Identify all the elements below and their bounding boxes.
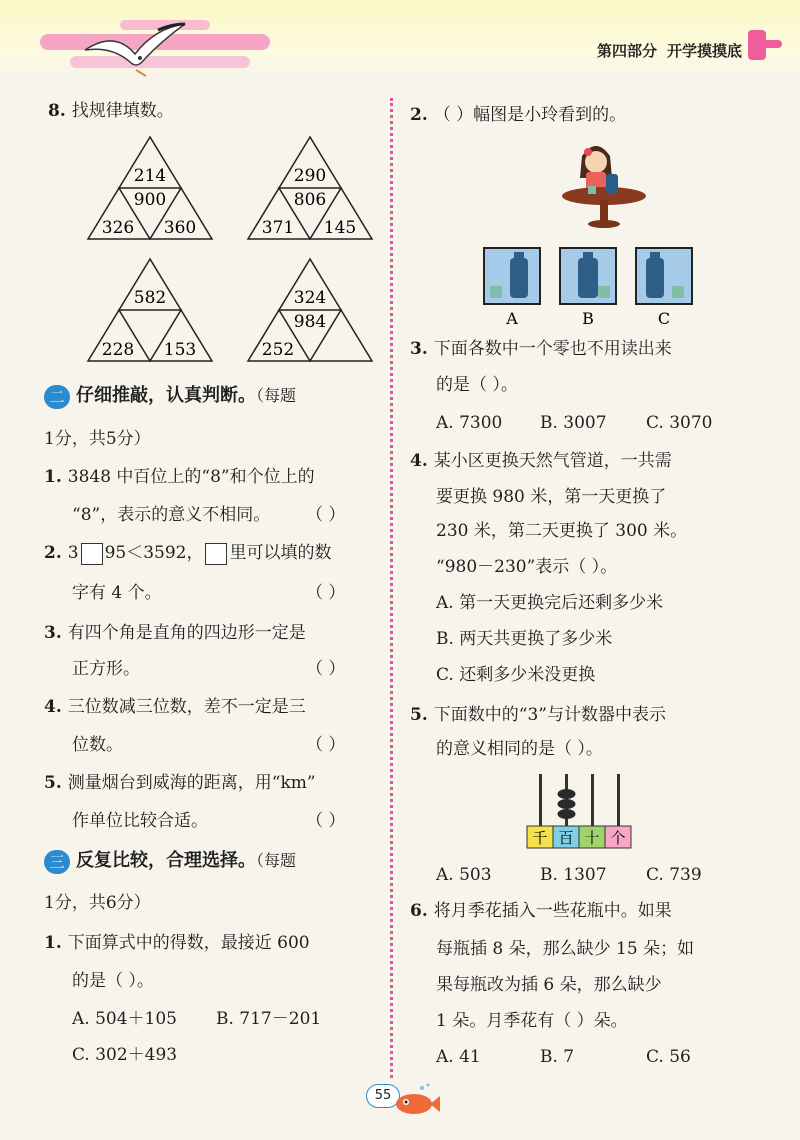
- section-title: 仔细推敲，认真判断。: [76, 385, 256, 406]
- question-text: 下面各数中一个零也不用读出来: [433, 339, 672, 359]
- option-a[interactable]: A. 504＋105: [72, 1009, 177, 1029]
- question-number: 5.: [44, 773, 62, 793]
- triangle-right-number: 145: [323, 218, 357, 238]
- triangle-left-number: 371: [261, 218, 295, 238]
- question-number: 3.: [410, 339, 428, 359]
- girl-at-table-illustration: [560, 138, 660, 238]
- judge-1: [44, 464, 315, 490]
- option-a[interactable]: A. 7300: [436, 413, 503, 433]
- option-c[interactable]: C. 56: [646, 1047, 691, 1067]
- abacus-bead: [558, 809, 576, 819]
- triangle-right-number: 153: [163, 340, 197, 360]
- choice-2: [410, 102, 626, 128]
- triangle-3: [88, 259, 212, 361]
- place-label: 个: [610, 829, 626, 847]
- header-part: 第四部分: [596, 42, 657, 60]
- triangle-center-number: 900: [133, 190, 167, 210]
- option-b[interactable]: B. 两天共更换了多少米: [436, 629, 613, 649]
- triangle-left-number: 252: [261, 340, 295, 360]
- triangle-puzzles: [80, 135, 380, 365]
- choice-4: [410, 448, 672, 474]
- option-c[interactable]: C. 还剩多少米没更换: [436, 665, 596, 685]
- triangle-top-number: 582: [133, 288, 167, 308]
- place-label: 十: [584, 829, 600, 847]
- question-text: 每瓶插 8 朵，那么缺少 15 朵；如: [436, 939, 695, 959]
- page-number: 55: [366, 1084, 400, 1108]
- section-3-heading: [44, 848, 296, 874]
- abacus-counter: [525, 772, 637, 850]
- option-c[interactable]: C. 3070: [646, 413, 713, 433]
- column-divider: [390, 98, 393, 1078]
- view-c[interactable]: [636, 248, 692, 304]
- place-label: 千: [532, 829, 548, 847]
- question-number: 6.: [410, 901, 428, 921]
- judge-2: [44, 540, 331, 566]
- question-number: 1.: [44, 933, 62, 953]
- view-a[interactable]: [484, 248, 540, 304]
- section-note: （每题: [256, 386, 297, 405]
- question-number: 4.: [44, 697, 62, 717]
- view-label-a: A: [506, 309, 518, 328]
- triangle-right-number: 360: [163, 218, 197, 238]
- question-text: 的是（ ）。: [72, 971, 154, 991]
- question-text: 1 朵。月季花有（ ）朵。: [436, 1011, 628, 1031]
- answer-paren[interactable]: （ ）: [306, 583, 346, 603]
- fish-icon: [392, 1082, 442, 1118]
- triangle-left-number: 228: [101, 340, 135, 360]
- question-text: 字有 4 个。: [72, 583, 162, 603]
- blank-box[interactable]: [205, 543, 227, 565]
- question-text: （ ）幅图是小玲看到的。: [433, 105, 627, 125]
- question-text: 三位数减三位数，差不一定是三: [67, 697, 306, 717]
- question-number: 2.: [410, 105, 428, 125]
- triangle-4: [248, 259, 372, 361]
- option-c[interactable]: C. 739: [646, 865, 702, 885]
- section-badge: 三: [44, 850, 70, 874]
- question-text: 3: [67, 543, 79, 563]
- question-number: 1.: [44, 467, 62, 487]
- option-b[interactable]: B. 7: [540, 1047, 575, 1067]
- question-text: 位数。: [72, 735, 123, 755]
- question-text: 作单位比较合适。: [72, 811, 208, 831]
- abacus-bead: [558, 789, 576, 799]
- question-number: 2.: [44, 543, 62, 563]
- question-text: 将月季花插入一些花瓶中。如果: [433, 901, 672, 921]
- header-section: 开学摸摸底: [666, 42, 742, 60]
- triangle-left-number: 326: [101, 218, 135, 238]
- kettle-views: [482, 246, 702, 330]
- triangle-2: [248, 137, 372, 239]
- triangle-1: [88, 137, 212, 239]
- option-a[interactable]: A. 503: [436, 865, 492, 885]
- question-text: 里可以填的数: [229, 543, 332, 563]
- option-b[interactable]: B. 1307: [540, 865, 607, 885]
- header-decoration: [756, 40, 782, 48]
- section-badge: 二: [44, 385, 70, 409]
- judge-5: [44, 770, 316, 796]
- question-text: 3848 中百位上的“8”和个位上的: [67, 467, 315, 487]
- triangle-center-number: 806: [293, 190, 327, 210]
- place-label: 百: [558, 829, 574, 847]
- answer-paren[interactable]: （ ）: [306, 659, 346, 679]
- choice-1: [44, 930, 310, 956]
- question-number: 8.: [48, 101, 66, 121]
- question-text: “980－230”表示（ ）。: [436, 557, 618, 577]
- section-title: 反复比较，合理选择。: [76, 850, 256, 871]
- question-text: 230 米，第二天更换了 300 米。: [436, 521, 688, 541]
- judge-4: [44, 694, 306, 720]
- section-note-2: 1分，共5分）: [44, 429, 151, 449]
- choice-6: [410, 898, 672, 924]
- question-number: 3.: [44, 623, 62, 643]
- question-text: 有四个角是直角的四边形一定是: [67, 623, 306, 643]
- choice-3: [410, 336, 672, 362]
- triangle-top-number: 324: [293, 288, 327, 308]
- section-note-2: 1分，共6分）: [44, 893, 151, 913]
- option-a[interactable]: A. 第一天更换完后还剩多少米: [436, 593, 664, 613]
- question-text: 下面算式中的得数，最接近 600: [67, 933, 310, 953]
- option-b[interactable]: B. 3007: [540, 413, 607, 433]
- question-number: 4.: [410, 451, 428, 471]
- option-a[interactable]: A. 41: [436, 1047, 481, 1067]
- abacus-bead: [558, 799, 576, 809]
- question-8: [48, 98, 174, 124]
- judge-3: [44, 620, 306, 646]
- question-text: 的意义相同的是（ ）。: [436, 739, 603, 759]
- seagull-icon: [80, 20, 190, 80]
- view-b[interactable]: [560, 248, 616, 304]
- view-label-c: C: [657, 309, 671, 328]
- section-2-heading: [44, 383, 296, 409]
- answer-paren[interactable]: （ ）: [306, 505, 346, 525]
- section-note: （每题: [256, 851, 297, 870]
- triangle-top-number: 290: [293, 166, 327, 186]
- question-text: 正方形。: [72, 659, 140, 679]
- triangle-top-number: 214: [133, 166, 167, 186]
- question-text: 找规律填数。: [71, 101, 174, 121]
- question-text: 95＜3592，: [104, 543, 204, 563]
- question-number: 5.: [410, 705, 428, 725]
- question-text: “8”，表示的意义不相同。: [72, 505, 271, 525]
- triangle-center-number: 984: [293, 312, 327, 332]
- question-text: 测量烟台到威海的距离，用“km”: [67, 773, 316, 793]
- answer-paren[interactable]: （ ）: [306, 811, 346, 831]
- option-b[interactable]: B. 717－201: [216, 1009, 322, 1029]
- question-text: 的是（ ）。: [436, 375, 518, 395]
- header-title: [587, 40, 742, 61]
- question-text: 要更换 980 米，第一天更换了: [436, 487, 667, 507]
- view-label-b: B: [582, 309, 594, 328]
- blank-box[interactable]: [81, 543, 103, 565]
- choice-5: [410, 702, 666, 728]
- answer-paren[interactable]: （ ）: [306, 735, 346, 755]
- question-text: 果每瓶改为插 6 朵，那么缺少: [436, 975, 662, 995]
- option-c[interactable]: C. 302＋493: [72, 1045, 178, 1065]
- question-text: 某小区更换天然气管道，一共需: [433, 451, 672, 471]
- question-text: 下面数中的“3”与计数器中表示: [433, 705, 666, 725]
